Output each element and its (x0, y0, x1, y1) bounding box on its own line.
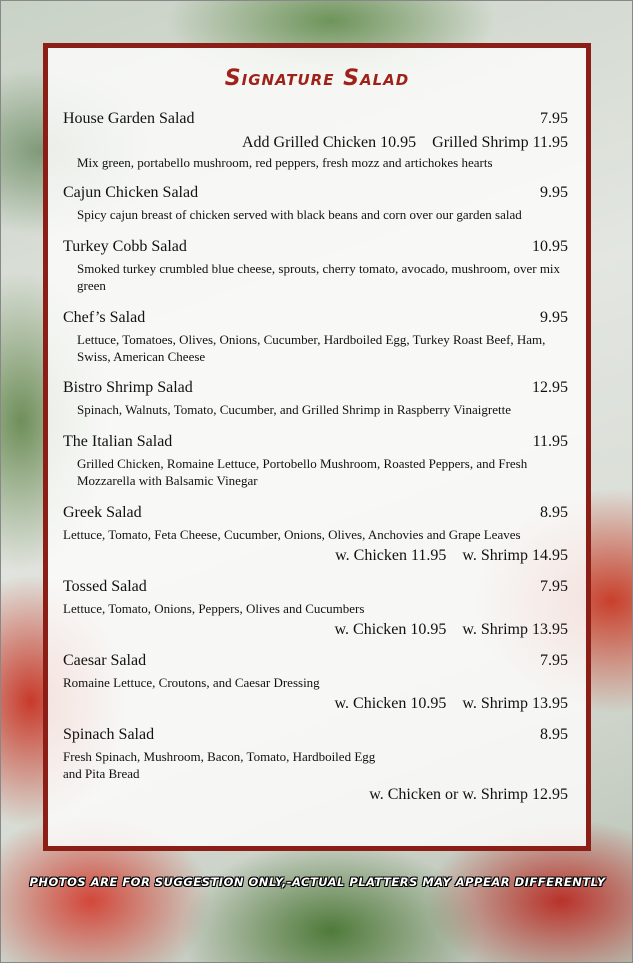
item-price: 7.95 (540, 578, 568, 595)
item-addons: w. Chicken 11.95 w. Shrimp 14.95 (335, 547, 568, 564)
menu-title: Signature Salad (224, 66, 410, 91)
item-name: Chef’s Salad (63, 309, 146, 326)
item-name: Caesar Salad (63, 652, 147, 669)
item-price: 12.95 (532, 379, 568, 396)
item-description: Romaine Lettuce, Croutons, and Caesar Dressing (63, 675, 320, 690)
item-name: The Italian Salad (63, 433, 173, 450)
item-price: 11.95 (532, 433, 568, 450)
item-description: Smoked turkey crumbled blue cheese, sprouts, cherry tomato, avocado, mushroom, over mix green (77, 261, 561, 293)
item-name: Bistro Shrimp Salad (63, 379, 193, 396)
item-name: Tossed Salad (63, 578, 147, 595)
item-addons: Add Grilled Chicken 10.95 Grilled Shrimp 11.95 (241, 134, 568, 151)
item-addons: w. Chicken 10.95 w. Shrimp 13.95 (334, 695, 568, 712)
item-name: Turkey Cobb Salad (63, 238, 187, 255)
menu-item-turkey-cobb-salad (63, 238, 568, 294)
menu-panel (43, 43, 591, 851)
item-price: 8.95 (540, 504, 568, 521)
menu-item-cajun-chicken-salad (63, 184, 568, 223)
item-description: Spinach, Walnuts, Tomato, Cucumber, and Grilled Shrimp in Raspberry Vinaigrette (77, 402, 511, 417)
menu-item-tossed-salad (63, 578, 568, 641)
item-price: 10.95 (532, 238, 568, 255)
menu-item-house-garden-salad (63, 110, 568, 171)
menu-item-italian-salad (63, 433, 568, 489)
menu-item-bistro-shrimp-salad (63, 379, 568, 418)
item-name: Greek Salad (63, 504, 142, 521)
menu-item-chefs-salad (63, 309, 568, 365)
item-addons: w. Chicken 10.95 w. Shrimp 13.95 (334, 621, 568, 638)
item-addons: w. Chicken or w. Shrimp 12.95 (369, 786, 568, 803)
menu-item-caesar-salad (63, 652, 568, 715)
item-description: Spicy cajun breast of chicken served with black beans and corn over our garden salad (77, 207, 522, 222)
item-price: 9.95 (540, 309, 568, 326)
menu-item-spinach-salad (63, 726, 568, 806)
item-price: 7.95 (540, 110, 568, 127)
item-description: Grilled Chicken, Romaine Lettuce, Portobello Mushroom, Roasted Peppers, and Fresh Mozzarella with Balsamic Vinegar (77, 456, 528, 488)
item-name: Cajun Chicken Salad (63, 184, 199, 201)
item-description: Lettuce, Tomatoes, Olives, Onions, Cucumber, Hardboiled Egg, Turkey Roast Beef, Ham, Swiss, American Cheese (77, 332, 546, 364)
item-description-line-1: Fresh Spinach, Mushroom, Bacon, Tomato, Hardboiled Egg (63, 749, 376, 764)
item-description: Mix green, portabello mushroom, red peppers, fresh mozz and artichokes hearts (77, 155, 493, 170)
item-description: Lettuce, Tomato, Onions, Peppers, Olives and Cucumbers (63, 601, 365, 616)
item-price: 9.95 (540, 184, 568, 201)
photo-disclaimer: PHOTOS ARE FOR SUGGESTION ONLY,-ACTUAL PLATTERS MAY APPEAR DIFFERENTLY (29, 875, 606, 889)
item-name: Spinach Salad (63, 726, 155, 743)
item-name: House Garden Salad (63, 110, 195, 127)
menu-item-greek-salad (63, 504, 568, 567)
item-price: 7.95 (540, 652, 568, 669)
item-price: 8.95 (540, 726, 568, 743)
item-description-line-2: and Pita Bread (63, 766, 140, 781)
item-description: Lettuce, Tomato, Feta Cheese, Cucumber, Onions, Olives, Anchovies and Grape Leaves (63, 527, 521, 542)
